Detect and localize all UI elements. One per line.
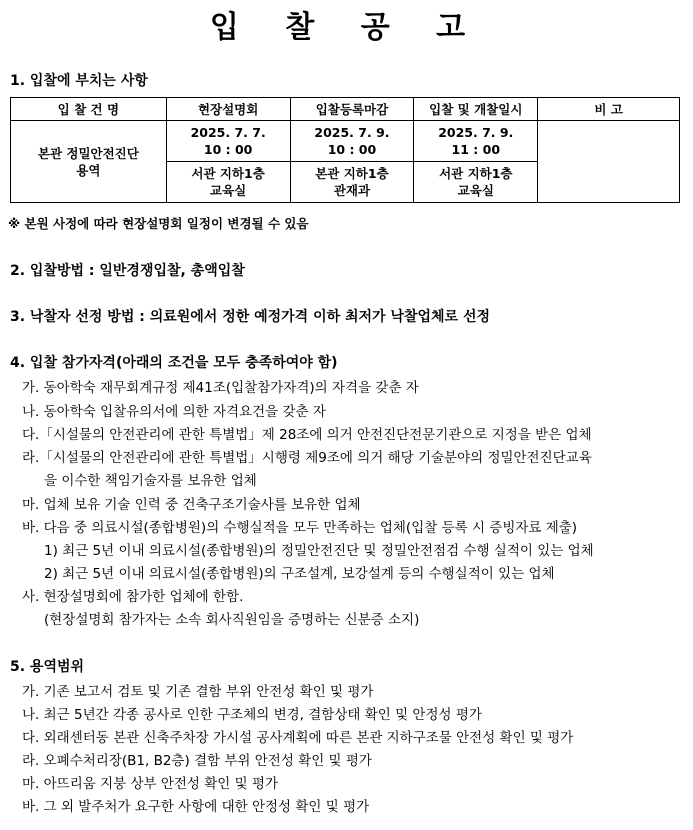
list-item: 다. 외래센터동 본관 신축주차장 가시설 공사계획에 따른 본관 지하구조물 안전성 확인 및 평가: [22, 730, 574, 746]
opening-place-cell: 서관 지하1층 교육실: [414, 162, 538, 203]
section-3-heading: 3. 낙찰자 선정 방법 : 의료원에서 정한 예정가격 이하 최저가 낙찰업체로 선정: [10, 309, 490, 325]
opening-time: 11 : 00: [451, 142, 501, 157]
section-2-heading: 2. 입찰방법 : 일반경쟁입찰, 총액입찰: [10, 263, 245, 279]
list-item: 가. 기존 보고서 검토 및 기존 결함 부위 안전성 확인 및 평가: [22, 684, 374, 700]
registration-place-cell: 본관 지하1층 관재과: [290, 162, 414, 203]
list-item: 다.「시설물의 안전관리에 관한 특별법」제 28조에 의거 안전진단전문기관으로 지정을 받은 업체: [22, 427, 592, 443]
table-header-row: [11, 98, 680, 121]
list-item: 마. 업체 보유 기술 인력 중 건축구조기술사를 보유한 업체: [22, 497, 361, 513]
briefing-time: 10 : 00: [203, 142, 253, 157]
list-item: 마. 아뜨리움 지붕 상부 안전성 확인 및 평가: [22, 776, 279, 792]
header-site-briefing: 현장설명회: [166, 98, 290, 121]
list-item: 사. 현장설명회에 참가한 업체에 한함.: [22, 589, 244, 605]
list-item: 라.「시설물의 안전관리에 관한 특별법」시행령 제9조에 의거 해당 기술분야의 정밀안전진단교육: [22, 450, 592, 466]
header-bid-opening: 입찰 및 개찰일시: [414, 98, 538, 121]
section-5-heading: 5. 용역범위: [10, 659, 85, 675]
opening-date: 2025. 7. 9.: [438, 125, 514, 140]
section-1-heading: 1. 입찰에 부치는 사항: [10, 73, 148, 89]
list-item: (현장설명회 참가자는 소속 회사직원임을 증명하는 신분증 소지): [44, 612, 420, 628]
list-item: 나. 동아학숙 입찰유의서에 의한 자격요건을 갖춘 자: [22, 404, 326, 420]
header-remarks: 비 고: [538, 98, 680, 121]
registration-date: 2025. 7. 9.: [314, 125, 390, 140]
bid-table: [10, 97, 680, 203]
list-item: 2) 최근 5년 이내 의료시설(종합병원)의 구조설계, 보강설계 등의 수행실적이 있는 업체: [44, 566, 555, 582]
list-item: 1) 최근 5년 이내 의료시설(종합병원)의 정밀안전진단 및 정밀안전점검 수행 실적이 있는 업체: [44, 543, 594, 559]
list-item: 나. 최근 5년간 각종 공사로 인한 구조체의 변경, 결함상태 확인 및 안정성 평가: [22, 707, 482, 723]
list-item: 바. 다음 중 의료시설(종합병원)의 수행실적을 모두 만족하는 업체(입찰 등록 시 증빙자료 제출): [22, 520, 578, 536]
list-item: 바. 그 외 발주처가 요구한 사항에 대한 안정성 확인 및 평가: [22, 799, 370, 815]
list-item: 을 이수한 책임기술자를 보유한 업체: [44, 473, 257, 489]
briefing-place-cell: 서관 지하1층 교육실: [166, 162, 290, 203]
header-project-name: 입 찰 건 명: [11, 98, 167, 121]
table-row: [11, 121, 680, 162]
section-4-heading: 4. 입찰 참가자격(아래의 조건을 모두 충족하여야 함): [10, 355, 338, 371]
opening-datetime-cell: [414, 121, 538, 162]
list-item: 라. 오폐수처리장(B1, B2층) 결함 부위 안전성 확인 및 평가: [22, 753, 372, 769]
project-name-cell: 본관 정밀안전진단 용역: [11, 121, 167, 203]
registration-datetime-cell: [290, 121, 414, 162]
registration-time: 10 : 00: [327, 142, 377, 157]
header-registration-deadline: 입찰등록마감: [290, 98, 414, 121]
briefing-datetime-cell: [166, 121, 290, 162]
list-item: 가. 동아학숙 재무회계규정 제41조(입찰참가자격)의 자격을 갖춘 자: [22, 380, 419, 396]
briefing-date: 2025. 7. 7.: [190, 125, 266, 140]
page-title: 입 찰 공 고: [209, 10, 484, 45]
schedule-note: ※ 본원 사정에 따라 현장설명회 일정이 변경될 수 있음: [8, 216, 309, 231]
remarks-cell: [538, 121, 680, 203]
